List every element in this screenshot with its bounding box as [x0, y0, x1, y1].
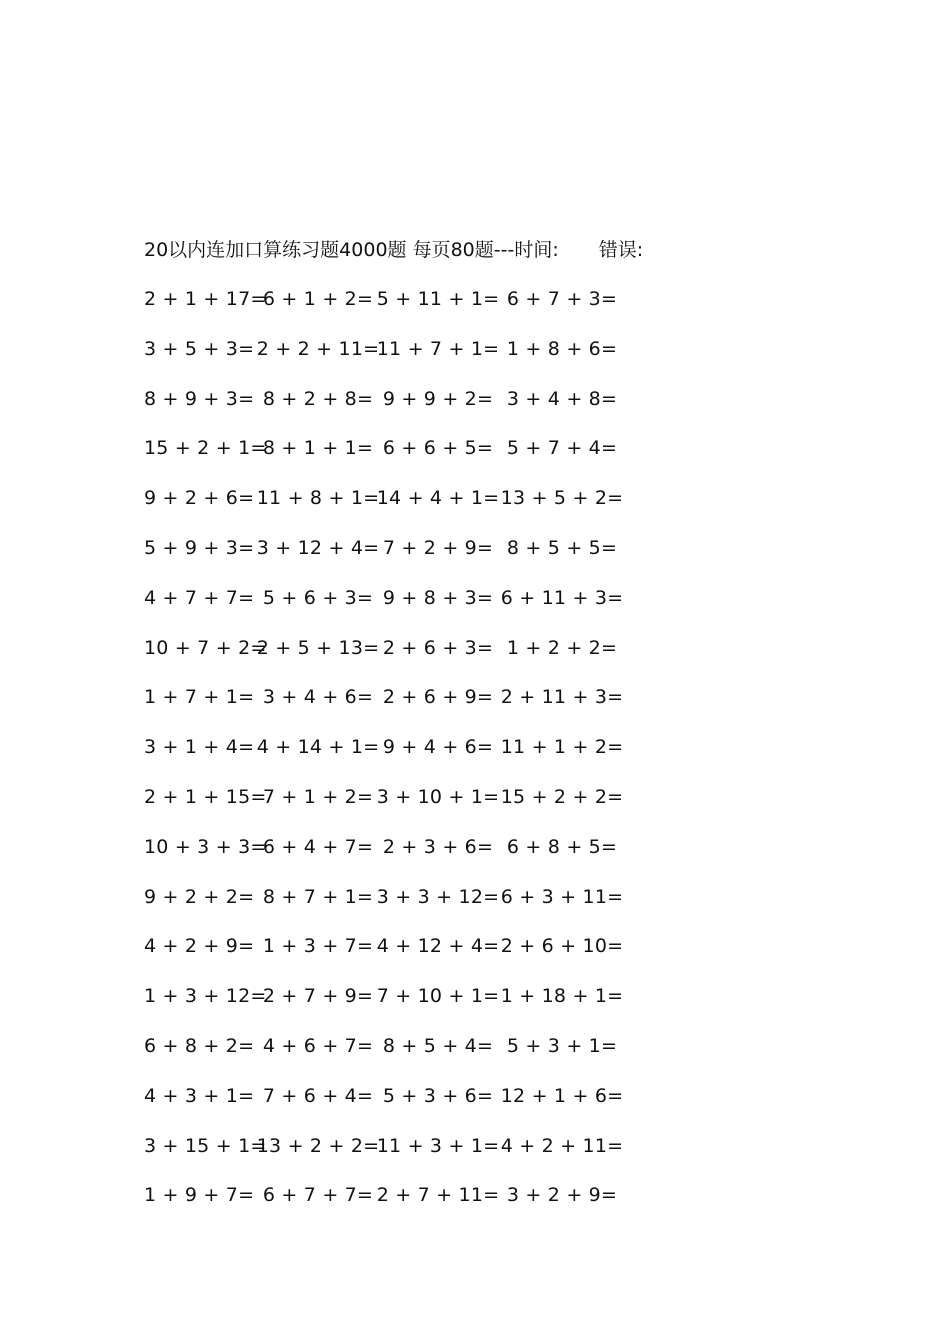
problem-item: 10 + 3 + 3=	[144, 835, 267, 858]
problem-item: 4 + 7 + 7=	[144, 586, 255, 609]
problem-item: 1 + 2 + 2=	[506, 636, 618, 659]
problem-item: 1 + 3 + 7=	[262, 935, 374, 958]
problem-item: 9 + 4 + 6=	[382, 736, 494, 759]
problem-row	[144, 834, 664, 884]
problem-item: 5 + 6 + 3=	[262, 586, 374, 609]
problem-item: 1 + 18 + 1=	[500, 985, 624, 1008]
problem-item: 5 + 9 + 3=	[144, 536, 255, 559]
problem-item: 3 + 12 + 4=	[256, 536, 380, 559]
problem-item: 2 + 7 + 11=	[376, 1184, 500, 1207]
error-label: 错误:	[598, 239, 644, 261]
problem-item: 7 + 2 + 9=	[382, 536, 494, 559]
problem-item: 5 + 7 + 4=	[506, 437, 618, 460]
problem-item: 9 + 2 + 2=	[144, 885, 255, 908]
problem-item: 6 + 6 + 5=	[382, 437, 494, 460]
problem-item: 1 + 9 + 7=	[144, 1184, 255, 1207]
problem-item: 11 + 1 + 2=	[500, 736, 624, 759]
problem-row	[144, 933, 664, 983]
problem-item: 9 + 2 + 6=	[144, 487, 255, 510]
problem-row	[144, 684, 664, 734]
problem-item: 7 + 10 + 1=	[376, 985, 500, 1008]
problem-item: 6 + 1 + 2=	[262, 288, 374, 310]
problem-item: 7 + 1 + 2=	[262, 785, 374, 808]
problem-item: 1 + 3 + 12=	[144, 985, 267, 1008]
problem-item: 3 + 3 + 12=	[376, 885, 500, 908]
problem-item: 4 + 3 + 1=	[144, 1084, 255, 1107]
problem-item: 6 + 7 + 7=	[262, 1184, 374, 1207]
problem-item: 6 + 8 + 5=	[506, 835, 618, 858]
problem-row	[144, 884, 664, 934]
problem-item: 2 + 6 + 3=	[382, 636, 494, 659]
problem-row	[144, 784, 664, 834]
problem-item: 12 + 1 + 6=	[500, 1084, 624, 1107]
problem-row	[144, 734, 664, 784]
problem-item: 5 + 11 + 1=	[376, 288, 500, 310]
problem-item: 3 + 1 + 4=	[144, 736, 255, 759]
problem-item: 7 + 6 + 4=	[262, 1084, 374, 1107]
problem-item: 6 + 3 + 11=	[500, 885, 624, 908]
problem-item: 8 + 2 + 8=	[262, 387, 374, 410]
problem-item: 4 + 2 + 9=	[144, 935, 255, 958]
problem-item: 5 + 3 + 6=	[382, 1084, 494, 1107]
problem-item: 6 + 7 + 3=	[506, 288, 618, 310]
problem-item: 15 + 2 + 1=	[144, 437, 267, 460]
problem-row	[144, 286, 664, 336]
problem-row	[144, 1133, 664, 1183]
problem-item: 13 + 5 + 2=	[500, 487, 624, 510]
problem-item: 8 + 7 + 1=	[262, 885, 374, 908]
problem-item: 8 + 5 + 5=	[506, 536, 618, 559]
problem-item: 2 + 3 + 6=	[382, 835, 494, 858]
problem-item: 4 + 2 + 11=	[500, 1134, 624, 1157]
problem-item: 2 + 6 + 10=	[500, 935, 624, 958]
problem-item: 3 + 2 + 9=	[506, 1184, 618, 1207]
problem-item: 9 + 8 + 3=	[382, 586, 494, 609]
problem-item: 2 + 1 + 15=	[144, 785, 267, 808]
problem-row	[144, 585, 664, 635]
problem-item: 11 + 8 + 1=	[256, 487, 380, 510]
problem-item: 1 + 7 + 1=	[144, 686, 255, 709]
problem-item: 2 + 11 + 3=	[500, 686, 624, 709]
problem-row	[144, 1182, 664, 1232]
problem-item: 4 + 12 + 4=	[376, 935, 500, 958]
problem-item: 15 + 2 + 2=	[500, 785, 624, 808]
problem-item: 9 + 9 + 2=	[382, 387, 494, 410]
problem-row	[144, 1033, 664, 1083]
problem-item: 2 + 7 + 9=	[262, 985, 374, 1008]
problem-item: 2 + 1 + 17=	[144, 288, 267, 310]
problem-item: 2 + 6 + 9=	[382, 686, 494, 709]
problem-item: 6 + 11 + 3=	[500, 586, 624, 609]
problem-item: 13 + 2 + 2=	[256, 1134, 380, 1157]
problem-row	[144, 535, 664, 585]
problem-grid	[144, 286, 664, 1232]
worksheet-header	[144, 236, 643, 264]
problem-row	[144, 485, 664, 535]
problem-item: 11 + 3 + 1=	[376, 1134, 500, 1157]
problem-item: 2 + 5 + 13=	[256, 636, 380, 659]
problem-item: 3 + 10 + 1=	[376, 785, 500, 808]
problem-item: 3 + 15 + 1=	[144, 1134, 267, 1157]
problem-item: 3 + 4 + 8=	[506, 387, 618, 410]
problem-item: 1 + 8 + 6=	[506, 337, 618, 360]
problem-item: 4 + 14 + 1=	[256, 736, 380, 759]
problem-item: 8 + 1 + 1=	[262, 437, 374, 460]
problem-row	[144, 635, 664, 685]
page-title: 20以内连加口算练习题4000题 每页80题---时间:	[144, 239, 559, 261]
problem-item: 11 + 7 + 1=	[376, 337, 500, 360]
problem-item: 14 + 4 + 1=	[376, 487, 500, 510]
problem-item: 3 + 4 + 6=	[262, 686, 374, 709]
problem-row	[144, 336, 664, 386]
problem-row	[144, 386, 664, 436]
problem-item: 10 + 7 + 2=	[144, 636, 267, 659]
problem-item: 6 + 4 + 7=	[262, 835, 374, 858]
problem-row	[144, 435, 664, 485]
problem-item: 2 + 2 + 11=	[256, 337, 380, 360]
problem-row	[144, 1083, 664, 1133]
problem-item: 8 + 9 + 3=	[144, 387, 255, 410]
problem-item: 5 + 3 + 1=	[506, 1034, 618, 1057]
problem-item: 4 + 6 + 7=	[262, 1034, 374, 1057]
problem-row	[144, 983, 664, 1033]
problem-item: 6 + 8 + 2=	[144, 1034, 255, 1057]
problem-item: 8 + 5 + 4=	[382, 1034, 494, 1057]
problem-item: 3 + 5 + 3=	[144, 337, 255, 360]
